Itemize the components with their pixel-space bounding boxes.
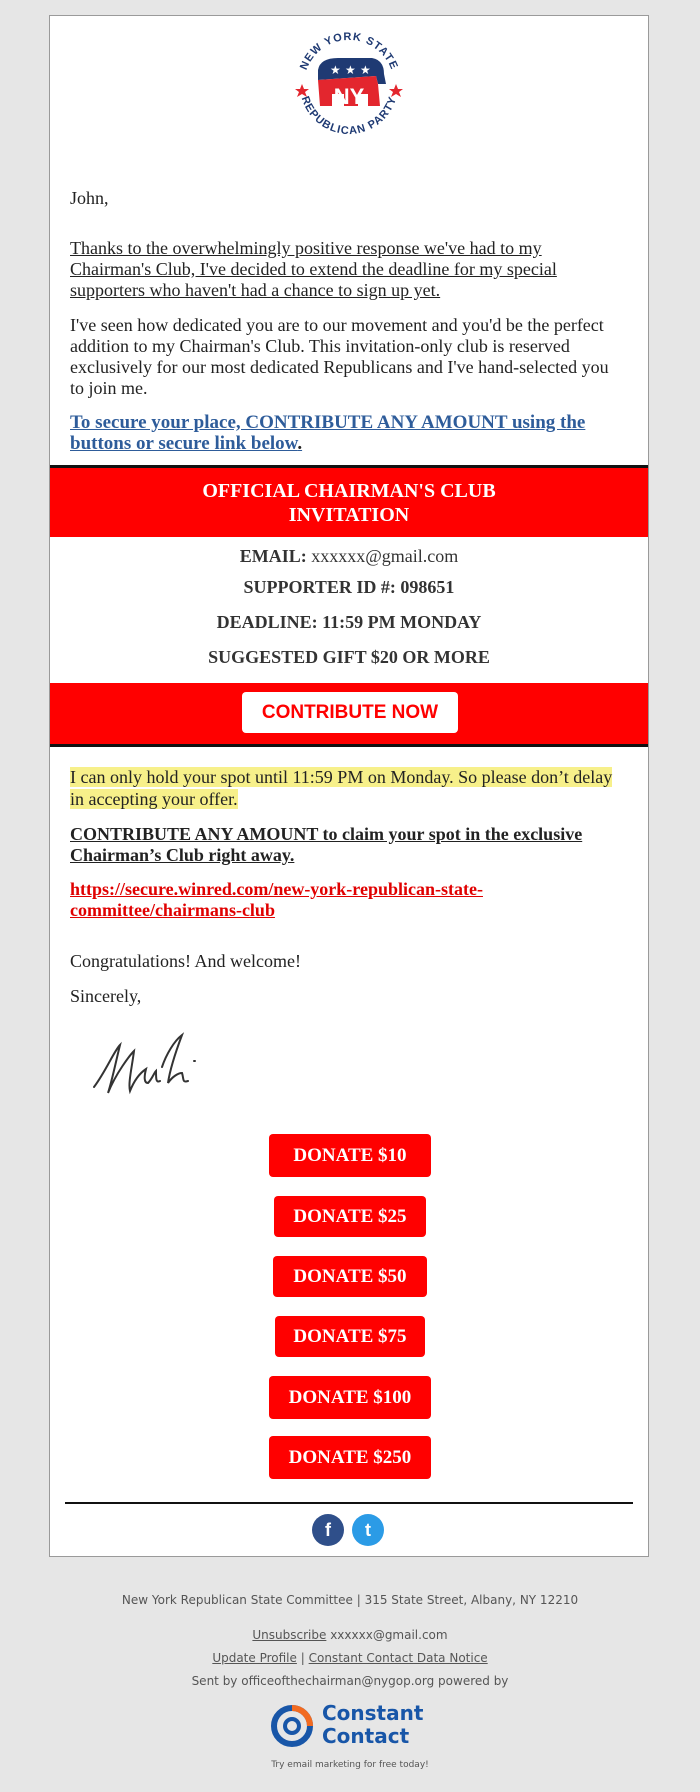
claim-spot-paragraph: CONTRIBUTE ANY AMOUNT to claim your spot in the exclusive Chairman’s Club right away. (70, 824, 583, 865)
svg-text:★: ★ (345, 63, 356, 77)
unsubscribe-link[interactable]: Unsubscribe (252, 1628, 327, 1642)
svg-text:★: ★ (360, 63, 371, 77)
greeting: John, (70, 188, 109, 208)
invitation-banner (50, 468, 648, 537)
email-card (49, 15, 649, 1557)
constant-contact-icon (270, 1704, 314, 1748)
nygop-logo (288, 24, 410, 146)
sent-by: Sent by officeofthechairman@nygop.org powered by (191, 1674, 509, 1688)
footer-links: Update Profile | Constant Contact Data Notice (212, 1651, 488, 1665)
svg-text:★: ★ (330, 63, 341, 77)
winred-link[interactable]: https://secure.winred.com/new-york-republican-state-committee/chairmans-club (70, 879, 483, 920)
donate-250-button[interactable]: DONATE $250 (269, 1436, 431, 1479)
svg-text:REPUBLICAN PARTY: REPUBLICAN PARTY (298, 94, 400, 138)
suggested-gift: SUGGESTED GIFT $20 OR MORE (208, 647, 490, 667)
signature (86, 1021, 206, 1111)
donate-25-button[interactable]: DONATE $25 (274, 1196, 426, 1237)
divider-bottom (50, 744, 648, 747)
data-notice-link[interactable]: Constant Contact Data Notice (308, 1651, 488, 1665)
footer-address: New York Republican State Committee | 315 State Street, Albany, NY 12210 (121, 1593, 579, 1607)
footer-divider (65, 1502, 633, 1504)
donate-50-button[interactable]: DONATE $50 (273, 1256, 427, 1297)
invitation-paragraph: I've seen how dedicated you are to our movement and you'd be the perfect addition to my Chairman's Club. This invitation-only club is reserved exclusively for our most dedicated Republicans and I've hand-selected you to join me. (70, 315, 609, 398)
sign-off: Sincerely, (70, 986, 142, 1006)
secure-place-link[interactable]: To secure your place, CONTRIBUTE ANY AMOUNT using the buttons or secure link below (70, 412, 586, 454)
unsubscribe-line (0, 1628, 700, 1642)
contribute-now-button[interactable]: CONTRIBUTE NOW (242, 692, 458, 733)
unsubscribe-email: xxxxxx@gmail.com (330, 1628, 448, 1642)
email-line: EMAIL: xxxxxx@gmail.com (239, 546, 459, 566)
update-profile-link[interactable]: Update Profile (212, 1651, 297, 1665)
donate-100-button[interactable]: DONATE $100 (269, 1376, 431, 1419)
email-value: xxxxxx@gmail.com (311, 546, 459, 566)
constant-contact-logo[interactable]: Constant Contact (270, 1702, 450, 1754)
svg-text:NEW YORK STATE: NEW YORK STATE (297, 30, 401, 72)
congratulations: Congratulations! And welcome! (70, 951, 301, 971)
invitation-title: OFFICIAL CHAIRMAN'S CLUB INVITATION (202, 479, 496, 526)
donate-10-button[interactable]: DONATE $10 (269, 1134, 431, 1177)
twitter-icon[interactable]: t (352, 1514, 384, 1546)
secure-place-link-paragraph: To secure your place, CONTRIBUTE ANY AMOUNT using the buttons or secure link below. (70, 412, 586, 454)
deadline-notice: I can only hold your spot until 11:59 PM on Monday. So please don’t delay in accepting your offer. (70, 767, 613, 809)
facebook-icon[interactable]: f (312, 1514, 344, 1546)
deadline: DEADLINE: 11:59 PM MONDAY (216, 612, 482, 632)
intro-paragraph: Thanks to the overwhelmingly positive response we've had to my Chairman's Club, I've decided to extend the deadline for my special supporters who haven't had a chance to sign up yet. (70, 238, 557, 300)
svg-text:NY: NY (333, 84, 365, 109)
tagline: Try email marketing for free today! (271, 1760, 429, 1770)
contribute-banner (50, 683, 648, 744)
donate-75-button[interactable]: DONATE $75 (275, 1316, 425, 1357)
supporter-id: SUPPORTER ID #: 098651 (243, 577, 455, 597)
